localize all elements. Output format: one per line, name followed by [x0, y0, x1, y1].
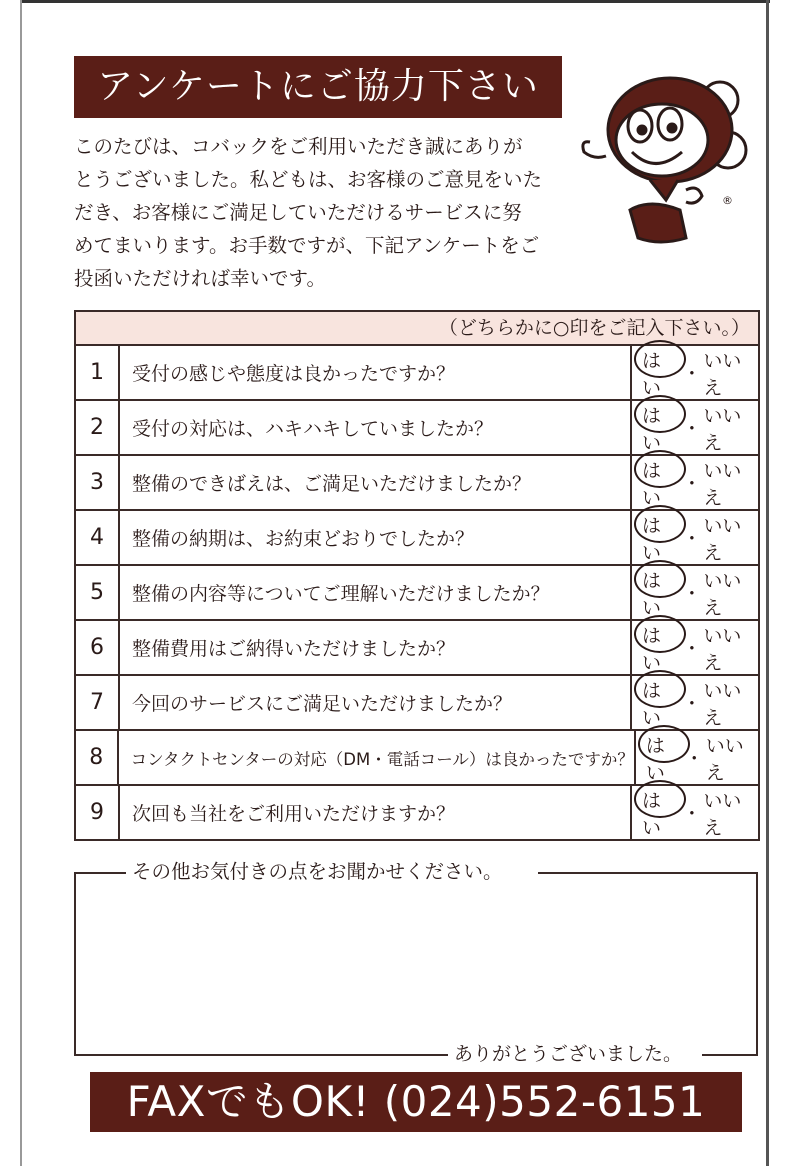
yes-label: はい: [642, 514, 662, 564]
answer-separator: ・: [682, 803, 702, 825]
yes-label: はい: [642, 569, 662, 619]
comment-label: その他お気付きの点をお聞かせください。: [132, 860, 503, 883]
intro-line: 投函いただければ幸いです。: [74, 267, 326, 290]
answer-cell: [630, 456, 758, 509]
intro-text: [74, 130, 574, 295]
yes-option[interactable]: [640, 621, 680, 675]
table-row: [76, 401, 758, 456]
no-option[interactable]: いいえ: [703, 569, 742, 619]
answer-separator: ・: [682, 363, 702, 385]
table-row: [76, 511, 758, 566]
question-text: 整備のできばえは、ご満足いただけましたか？: [132, 473, 532, 495]
yes-option[interactable]: [640, 401, 680, 455]
thanks-text: ありがとうございました。: [454, 1043, 683, 1065]
question-text: 受付の感じや態度は良かったですか？: [132, 363, 456, 385]
intro-line: とうございました。私どもは、お客様のご意見をいた: [74, 168, 543, 191]
table-row: [76, 621, 758, 676]
answer-cell: [630, 346, 758, 399]
yes-label: はい: [642, 404, 662, 454]
comment-frame-bottom-right: [702, 1054, 758, 1056]
table-row: [76, 346, 758, 401]
table-row: [76, 731, 758, 786]
intro-line: だき、お客様にご満足していただけるサービスに努: [74, 201, 522, 224]
question-number: 8: [76, 731, 119, 784]
mascot-illustration: [570, 60, 750, 250]
answer-cell: [630, 786, 758, 839]
no-option[interactable]: いいえ: [703, 404, 742, 454]
answer-cell: [630, 621, 758, 674]
table-row: [76, 566, 758, 621]
survey-instruction: （どちらかに○印をご記入下さい。）: [76, 312, 758, 346]
comment-area[interactable]: [80, 890, 750, 1040]
question-text: 整備の納期は、お約束どおりでしたか？: [132, 528, 475, 550]
title-banner: アンケートにご協力下さい: [74, 56, 562, 118]
yes-label: はい: [642, 459, 662, 509]
answer-separator: ・: [682, 418, 702, 440]
question-number: 7: [76, 676, 120, 729]
yes-option[interactable]: [640, 786, 680, 840]
yes-option[interactable]: [640, 511, 680, 565]
comment-frame-top-left: [74, 872, 126, 874]
table-row: [76, 456, 758, 511]
answer-separator: ・: [682, 583, 702, 605]
intro-line: めてまいります。お手数ですが、下記アンケートをご: [74, 234, 540, 257]
no-option[interactable]: いいえ: [703, 349, 742, 399]
comment-frame-right: [756, 872, 758, 1056]
yes-label: はい: [642, 624, 662, 674]
fax-banner: FAXでもOK! (024)552-6151: [90, 1072, 742, 1132]
question-text: コンタクトセンターの対応（DM・電話コール）は良かったですか？: [130, 749, 634, 769]
answer-cell: [634, 731, 758, 784]
yes-option[interactable]: [640, 566, 680, 620]
question-number: 3: [76, 456, 120, 509]
yes-option[interactable]: [640, 676, 680, 730]
no-option[interactable]: いいえ: [705, 734, 744, 784]
yes-option[interactable]: [640, 346, 680, 400]
question-number: 5: [76, 566, 120, 619]
answer-separator: ・: [682, 473, 702, 495]
answer-separator: ・: [682, 638, 702, 660]
question-text: 受付の対応は、ハキハキしていましたか？: [132, 418, 494, 440]
page-edge-left: [20, 0, 22, 1166]
answer-separator: ・: [682, 528, 702, 550]
answer-cell: [630, 401, 758, 454]
question-number: 2: [76, 401, 120, 454]
answer-cell: [630, 566, 758, 619]
yes-label: はい: [642, 349, 662, 399]
intro-line: このたびは、コバックをご利用いただき誠にありが: [74, 135, 523, 158]
page-edge-right: [766, 0, 769, 1166]
question-text: 今回のサービスにご満足いただけましたか？: [132, 693, 513, 715]
answer-cell: [630, 511, 758, 564]
survey-table: [74, 310, 760, 841]
question-number: 6: [76, 621, 120, 674]
no-option[interactable]: いいえ: [703, 679, 742, 729]
yes-label: はい: [645, 734, 665, 784]
question-number: 4: [76, 511, 120, 564]
table-row: [76, 676, 758, 731]
table-row: [76, 786, 758, 839]
registered-mark: ®: [722, 194, 733, 207]
question-number: 9: [76, 786, 120, 839]
comment-frame-left: [74, 872, 76, 1056]
comment-frame-bottom-left: [74, 1054, 448, 1056]
yes-label: はい: [642, 789, 662, 839]
no-option[interactable]: いいえ: [703, 459, 742, 509]
answer-separator: ・: [684, 748, 704, 770]
answer-separator: ・: [682, 693, 702, 715]
question-text: 整備の内容等についてご理解いただけましたか？: [132, 583, 550, 605]
question-text: 次回も当社をご利用いただけますか？: [132, 803, 456, 825]
no-option[interactable]: いいえ: [703, 624, 742, 674]
page-edge-top: [20, 0, 770, 3]
yes-option[interactable]: [644, 731, 683, 785]
answer-cell: [630, 676, 758, 729]
comment-frame-top-right: [538, 872, 758, 874]
no-option[interactable]: いいえ: [703, 514, 742, 564]
no-option[interactable]: いいえ: [703, 789, 742, 839]
question-text: 整備費用はご納得いただけましたか？: [132, 638, 456, 660]
yes-label: はい: [642, 679, 662, 729]
yes-option[interactable]: [640, 456, 680, 510]
question-number: 1: [76, 346, 120, 399]
